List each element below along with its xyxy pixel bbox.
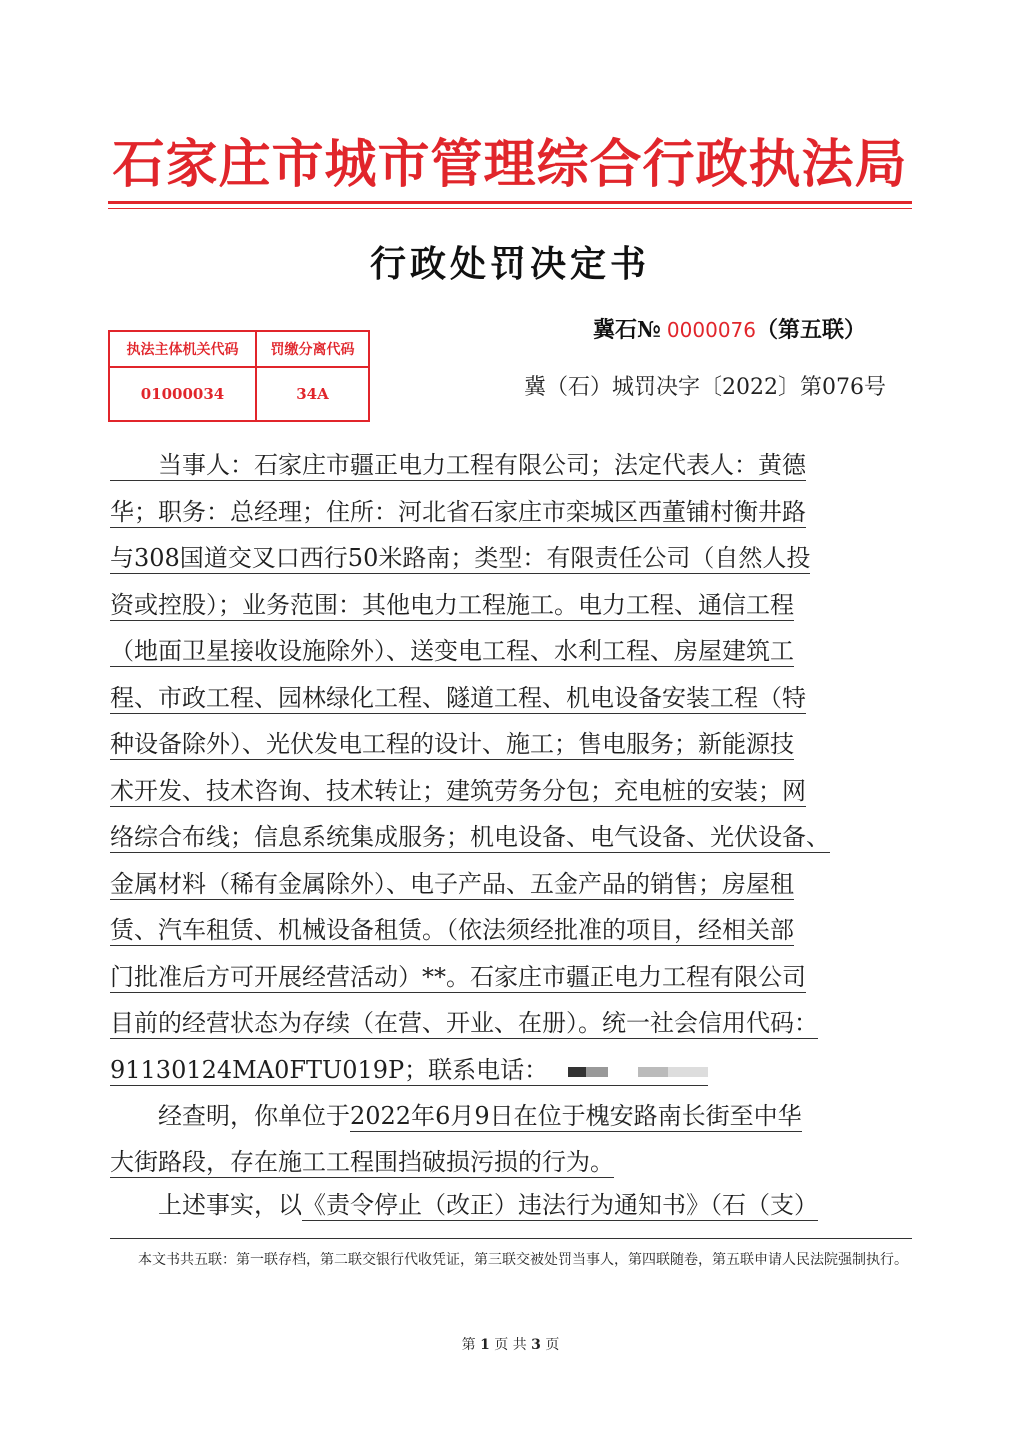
page-number <box>0 1334 1021 1354</box>
document-title: 行政处罚决定书 <box>369 243 650 285</box>
org-name: 石家庄市城市管理综合行政执法局 <box>112 134 908 195</box>
body-line-text: （地面卫星接收设施除外）、送变电工程、水利工程、房屋建筑工 <box>110 637 794 665</box>
body-line-text: 当事人：石家庄市疆正电力工程有限公司；法定代表人：黄德 <box>110 451 806 479</box>
document-number: 冀（石）城罚决字〔2022〕第076号 <box>524 375 886 400</box>
page-current: 1 <box>480 1337 490 1353</box>
agency-code-header: 执法主体机关代码 <box>126 342 239 358</box>
body-line-text: 赁、汽车租赁、机械设备租赁。（依法须经批准的项目，经相关部 <box>110 916 794 944</box>
body-line <box>110 1055 708 1085</box>
body-line <box>110 450 806 480</box>
body-line-text: 与308国道交叉口西行50米路南；类型：有限责任公司（自然人投 <box>110 544 811 572</box>
body-line <box>110 915 794 945</box>
header-rule-thin <box>108 208 912 209</box>
body-line-text: 资或控股）；业务范围：其他电力工程施工。电力工程、通信工程 <box>110 591 794 619</box>
body-line <box>110 962 806 992</box>
finding-text: 2022年6月9日在位于槐安路南长街至中华 <box>350 1102 802 1130</box>
body-line-text: 种设备除外）、光伏发电工程的设计、施工；售电服务；新能源技 <box>110 730 794 758</box>
body-line <box>110 822 830 852</box>
page-prefix: 第 <box>461 1337 481 1353</box>
payment-code-value: 34A <box>296 385 329 403</box>
body-line-text: 程、市政工程、园林绿化工程、隧道工程、机电设备安装工程（特 <box>110 684 806 712</box>
finding-text: 大街路段，存在施工工程围挡破损污损的行为。 <box>110 1148 614 1176</box>
body-line <box>110 497 806 527</box>
body-line <box>110 869 794 899</box>
body-line <box>110 636 794 666</box>
redacted-phone <box>568 1067 708 1077</box>
body-line-text: 术开发、技术咨询、技术转让；建筑劳务分包；充电桩的安装；网 <box>110 777 806 805</box>
footer-note: 本文书共五联：第一联存档，第二联交银行代收凭证，第三联交被处罚当事人，第四联随卷，第五联申请人民法院强制执行。 <box>110 1238 912 1273</box>
body-line <box>110 683 806 713</box>
body-line <box>110 729 794 759</box>
finding-line <box>110 1101 802 1131</box>
finding-line <box>110 1147 614 1177</box>
body-line-text: 络综合布线；信息系统集成服务；机电设备、电气设备、光伏设备、 <box>110 823 830 851</box>
body-line <box>110 776 806 806</box>
facts-text: 《责令停止（改正）违法行为通知书》（石（支） <box>302 1191 818 1219</box>
body-line-text: 目前的经营状态为存续（在营、开业、在册）。统一社会信用代码： <box>110 1009 818 1037</box>
serial-prefix: 冀石№ <box>593 317 661 343</box>
facts-line <box>110 1190 818 1220</box>
finding-intro: 经查明，你单位于 <box>110 1102 350 1130</box>
code-table <box>108 330 370 422</box>
payment-code-header: 罚缴分离代码 <box>270 342 355 358</box>
page-suffix: 页 <box>540 1337 560 1353</box>
facts-intro: 上述事实，以 <box>110 1191 302 1219</box>
header-rule-thick <box>108 201 912 204</box>
body-line-text: 金属材料（稀有金属除外）、电子产品、五金产品的销售；房屋租 <box>110 870 794 898</box>
body-line-text <box>110 1056 708 1086</box>
serial-part: （第五联） <box>756 317 867 343</box>
page-total: 3 <box>531 1337 541 1353</box>
page-mid: 页 共 <box>489 1337 532 1353</box>
serial-number <box>593 313 866 344</box>
body-line <box>110 543 810 573</box>
serial-value: 0000076 <box>666 318 756 342</box>
credit-code-phone-label: 91130124MA0FTU019P；联系电话： <box>110 1056 549 1084</box>
body-line <box>110 1008 818 1038</box>
body-line <box>110 590 794 620</box>
body-line-text: 门批准后方可开展经营活动）**。石家庄市疆正电力工程有限公司 <box>110 963 806 991</box>
agency-code-value: 01000034 <box>140 385 225 403</box>
body-line-text: 华；职务：总经理；住所：河北省石家庄市栾城区西董铺村衡井路 <box>110 498 806 526</box>
